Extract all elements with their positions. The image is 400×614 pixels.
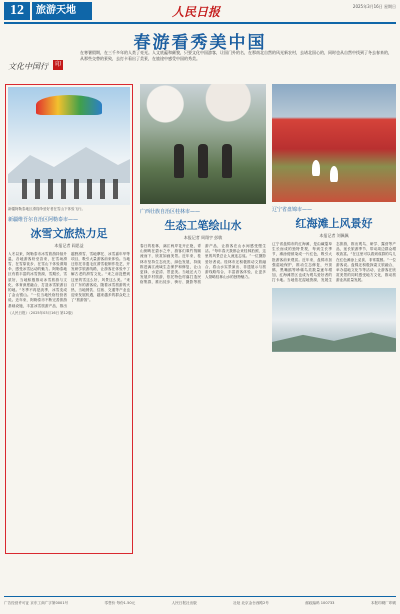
article-headline: 生态工笔绘山水 (164, 219, 242, 232)
article-byline: 本报记者 阎思益 (54, 242, 84, 248)
paraglider-wing (36, 95, 102, 115)
article-guilin (140, 84, 266, 286)
crane-bird (330, 166, 338, 182)
guilin-photo (140, 84, 266, 204)
person-figure (198, 144, 208, 178)
coastline-photo (272, 288, 396, 352)
column-logo (8, 54, 66, 74)
seal-icon: 印 (55, 60, 62, 68)
column-logo-text: 文化中国行 (8, 62, 48, 71)
person-figure (174, 144, 184, 178)
crane-bird (312, 160, 320, 176)
article-panjin (272, 84, 396, 352)
date-line: 2025年3月16日 星期日 (352, 4, 396, 9)
page-title: 春游看秀美中国 (133, 33, 267, 53)
intro-paragraph: 在寒暑假期，在三千多年的人类了亮光。人文底蕴和颜貌，只要文化中国游客，让国门外的名，在那南北自然的风光新农村，去诸北国心的，同时也从自然中找到了冬去春来的，从那些交替的景致，去打卡看出了美景，在旅途中感受中国的秀美。 (80, 50, 392, 61)
page-footer (4, 596, 396, 610)
article-headline: 冰雪文旅热力足 (30, 226, 108, 240)
person-figure (222, 144, 232, 178)
article-kicker: 辽宁省盘锦市—— (272, 207, 313, 213)
article-body: 入冬以来，阿勒泰市冰雪旅游持续升温，各地游客纷至沓来，在雪场滑雪、在雪原徒步、在雪山下体验滑翔伞，感受冰雪运动的魅力。阿勒泰地区有着丰富的冰雪资源，雪期长、雪质好，当地积极推动冰雪旅游与文化、体育深度融合，打造冰雪旅游目的地。“冬季不再是淡季，冰雪变成了金山银山。”一位当地民宿经营者说。近年来，阿勒泰市不断完善旅游基础设施，丰富冰雪旅游产品，推出越野滑雪、雪地摩托、冰雪嘉年华等项目，吸引大量游客前来体验。当地还依托非遗毛皮滑雪板制作技艺，开发研学旅游线路，让游客在体验中了解古老的滑雪文化。“来之前没想到这里的雪这么好，风景这么美。”来自广东的游客说。随着冰雪旅游的火热，当地餐饮、住宿、交通等产业也迎来发展机遇，越来越多的群众吃上了“旅游饭”。 (8, 251, 130, 308)
blossom-canopy (140, 84, 266, 134)
masthead: 人民日报 (172, 5, 221, 19)
article-body: 辽宁省盘锦市的红海滩，是由碱蓬草生长而成的独特景观，每到生长季节，滩涂便被染成一片红色，吸引大批游客前来观赏。近年来，盘锦市加强湿地保护，推动生态修复，丹顶鹤、黑嘴鸥等珍稀鸟类数量逐年增加，红海滩景区也成为观鸟爱好者的打卡地。当地依托湿地资源，发展生态旅游，推出观鸟、研学、露营等产品，延长旅游季节，带动周边群众增收致富。“在这里可以看到成群的鸟儿在红色滩涂上觅食，非常震撼。”一位游客说。盘锦还积极探索文旅融合，举办湿地文化节等活动，让游客在欣赏美景的同时感受地方文化，推动旅游业高质量发展。 (272, 242, 396, 283)
article-credit: 《人民日报》（2025年03月16日 第12版） (8, 310, 76, 315)
section-name: 旅游天地 (32, 2, 92, 20)
article-xinjiang (5, 84, 133, 554)
article-headline: 红海滩上风景好 (295, 217, 373, 230)
paragliding-photo (8, 87, 130, 205)
footer-item: 广告经营许可证 京东工商广字第0001号 (4, 601, 69, 605)
photo-caption: 新疆阿勒泰地区滑翔伞爱好者在雪山下体验飞行。 (8, 207, 85, 211)
skiers-group (22, 179, 118, 199)
mountain-shape (8, 143, 130, 183)
footer-item: 邮政编码 100733 (305, 601, 335, 605)
red-beach-photo (272, 84, 396, 202)
article-kicker: 广西壮族自治区桂林市—— (140, 209, 201, 215)
coast-land (272, 328, 396, 352)
footer-item: 人民日报社出版 (171, 601, 197, 605)
header-rule (4, 22, 396, 24)
footer-item: 零售价 每份1.50元 (104, 601, 136, 605)
page-header (4, 2, 396, 24)
footer-item: 本报印刷厂印刷 (370, 601, 396, 605)
article-byline: 本报记者 周翔宇 彭敏 (183, 235, 223, 240)
article-byline: 本报记者 刘佩佩 (319, 233, 349, 238)
footer-item: 社址 北京金台西路2号 (233, 601, 269, 605)
article-body: 春日的桂林，漓江两岸花开正艳，青山倒映在碧水之中，游客们乘竹筏顺流而下，欣赏如画美景。近年来，桂林市坚持生态优先、绿色发展，持续推进漓江流域生态保护和修复，让山更绿、水更清、景更美。当地还大力发展乡村旅游，依托特色村落打造民宿集群，推出徒步、骑行、摄影等旅游产品，让游客在山水间感受慢生活。“每年春天我都会来桂林拍照，这里的风景总让人流连忘返。”一位摄影爱好者说。桂林市还积极推动文旅融合，将山水实景演出、非遗展示与旅游线路结合，丰富游客体验，让更多人领略桂林山水的独特魅力。 (140, 244, 266, 285)
page-number: 12 (4, 2, 30, 20)
article-kicker: 新疆维吾尔自治区阿勒泰市—— (8, 216, 79, 223)
